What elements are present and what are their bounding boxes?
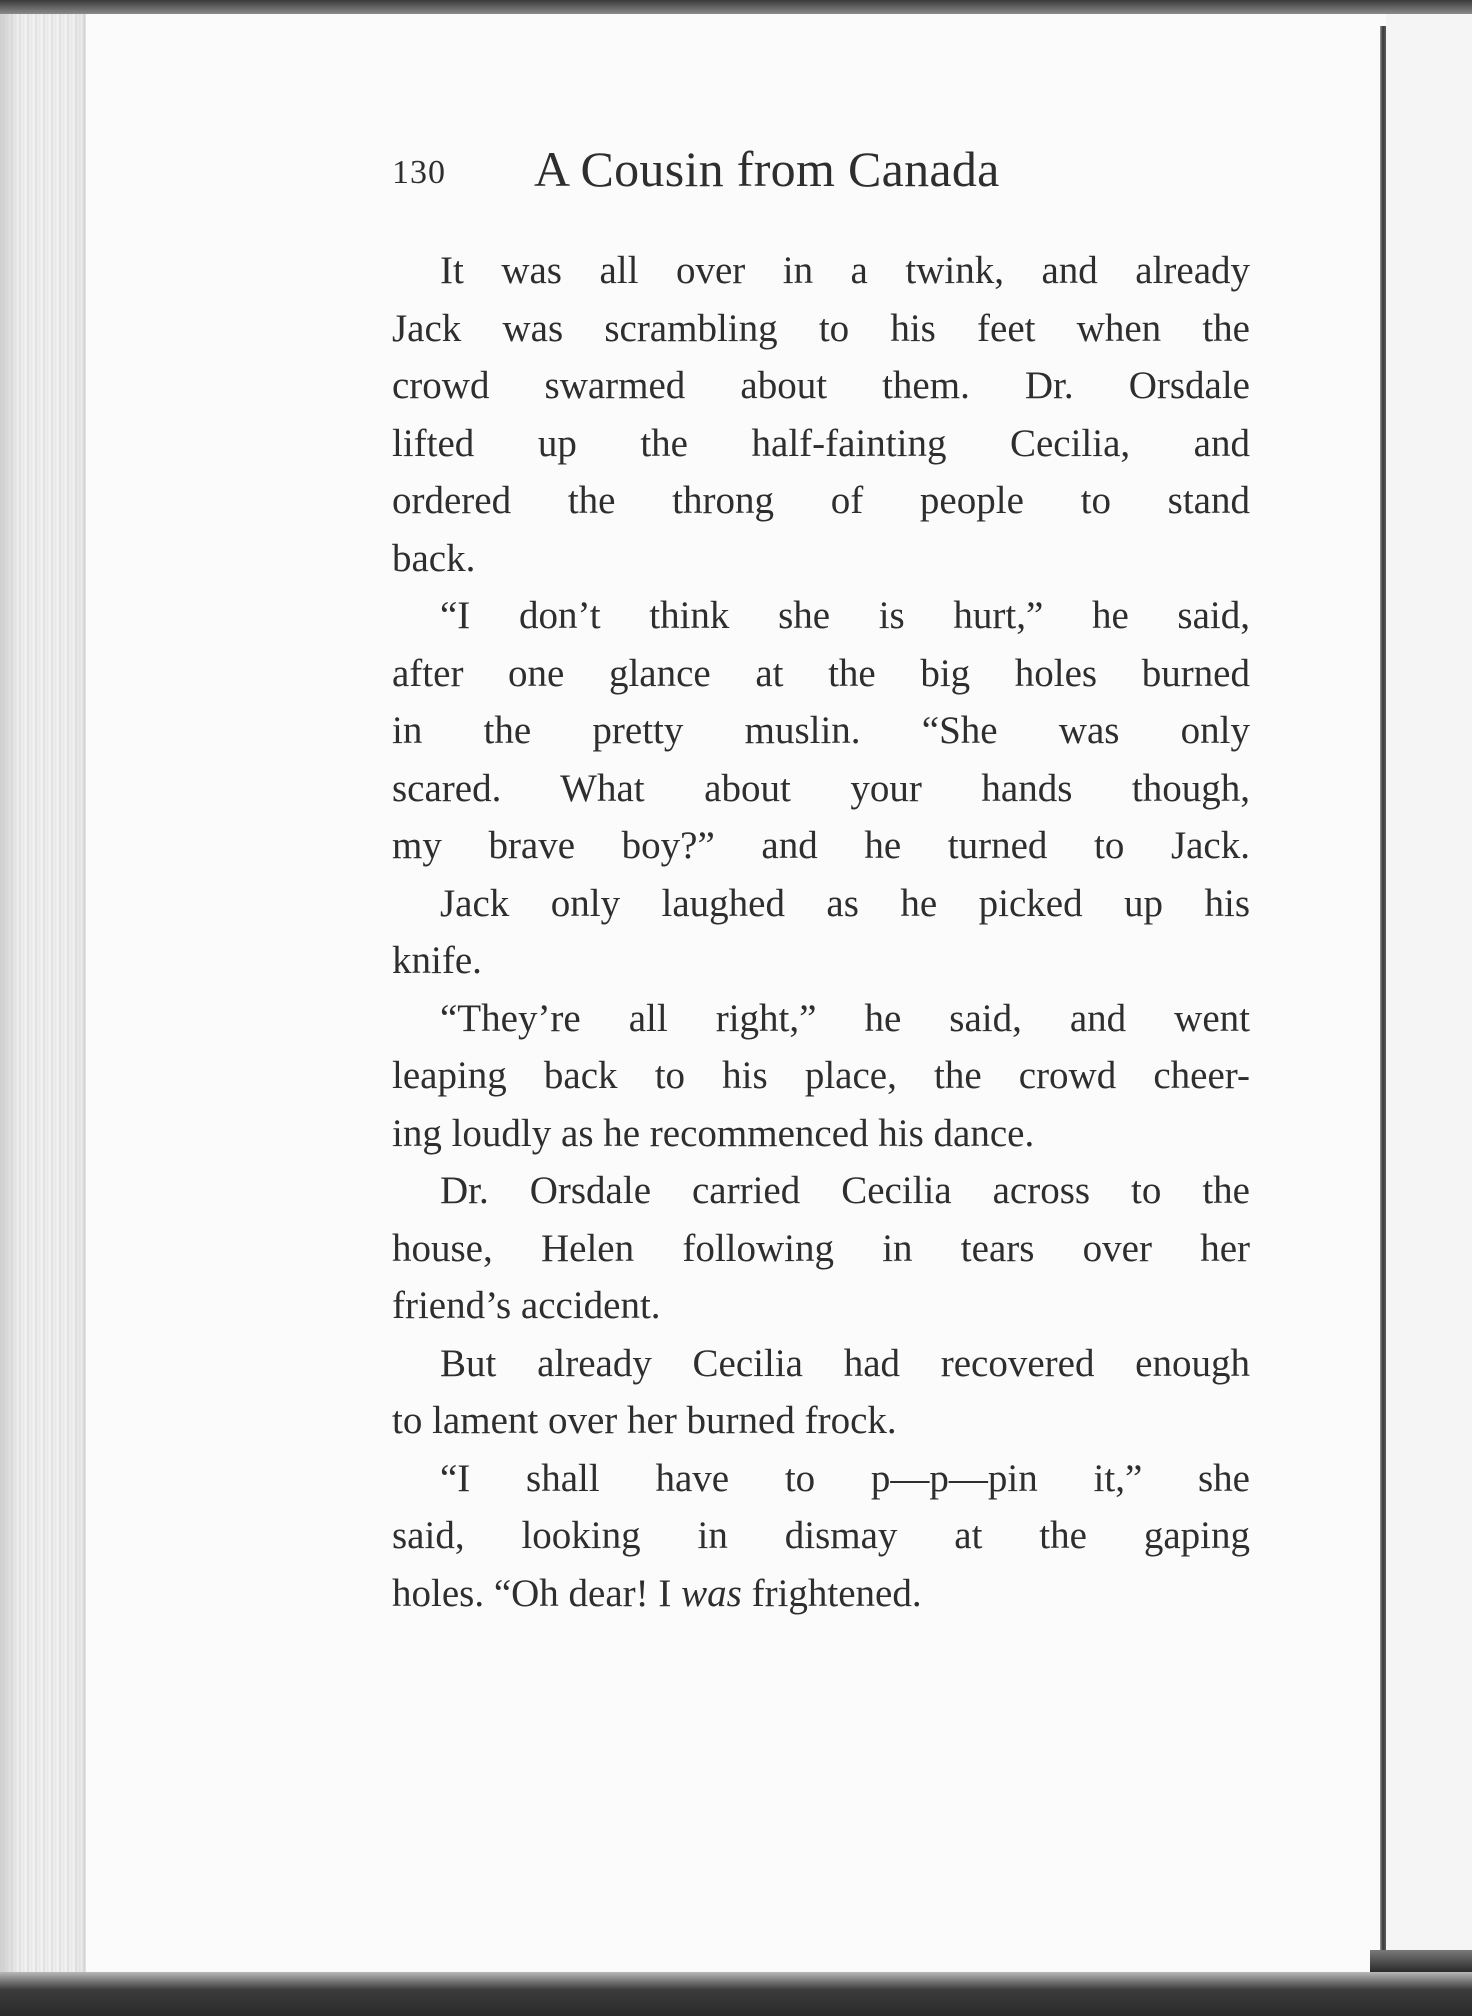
text-line: Jack only laughed as he picked up his (440, 881, 1250, 925)
paragraph (392, 587, 1250, 875)
text-line: ordered the throng of people to stand (392, 479, 1250, 522)
running-head-title: A Cousin from Canada (534, 141, 1000, 197)
text-line: crowd swarmed about them. Dr. Orsdale (392, 364, 1250, 407)
adjacent-page-bottom-shadow (1370, 1950, 1472, 1972)
paragraph (392, 1450, 1250, 1623)
adjacent-page-edge (1386, 14, 1472, 1972)
text-line: lifted up the half-fainting Cecilia, and (392, 421, 1250, 465)
paragraph (392, 875, 1250, 990)
text-line: knife. (392, 939, 482, 982)
text-line: “I don’t think she is hurt,” he said, (440, 594, 1250, 637)
text-line: leaping back to his place, the crowd cheer- (392, 1054, 1250, 1097)
text-run: holes. “Oh dear! I (392, 1571, 682, 1615)
text-line: back. (392, 536, 476, 580)
paragraph (392, 990, 1250, 1163)
text-line: “They’re all right,” he said, and went (440, 996, 1250, 1040)
text-line: after one glance at the big holes burned (392, 651, 1250, 695)
page-stack-shadow (0, 0, 20, 2016)
text-line: house, Helen following in tears over her (392, 1226, 1250, 1270)
text-run: frightened. (741, 1571, 922, 1615)
body-text (392, 242, 1250, 1622)
page-number: 130 (392, 154, 446, 191)
text-line: Dr. Orsdale carried Cecilia across to the (440, 1169, 1250, 1212)
running-head (392, 132, 1250, 212)
text-line: said, looking in dismay at the gaping (392, 1514, 1250, 1557)
text-line: scared. What about your hands though, (392, 766, 1250, 810)
paragraph (392, 1335, 1250, 1450)
book-gutter-line (1380, 26, 1386, 1976)
printed-page (392, 132, 1250, 1672)
text-line: Jack was scrambling to his feet when the (392, 306, 1250, 350)
text-line: friend’s accident. (392, 1284, 661, 1327)
emphasis-word: was (681, 1571, 742, 1615)
text-line: my brave boy?” and he turned to Jack. (392, 824, 1250, 867)
scanner-bottom-border (0, 1972, 1472, 2016)
text-line-final (392, 1565, 1250, 1623)
text-line: But already Cecilia had recovered enough (440, 1341, 1250, 1385)
text-line: ing loudly as he recommenced his dance. (392, 1111, 1035, 1155)
paragraph (392, 1162, 1250, 1335)
paragraph (392, 242, 1250, 587)
text-line: to lament over her burned frock. (392, 1399, 897, 1442)
text-line: It was all over in a twink, and already (440, 249, 1250, 292)
text-line: in the pretty muslin. “She was only (392, 709, 1250, 752)
text-line: “I shall have to p—p—pin it,” she (440, 1456, 1250, 1500)
scanner-top-border (0, 0, 1472, 14)
